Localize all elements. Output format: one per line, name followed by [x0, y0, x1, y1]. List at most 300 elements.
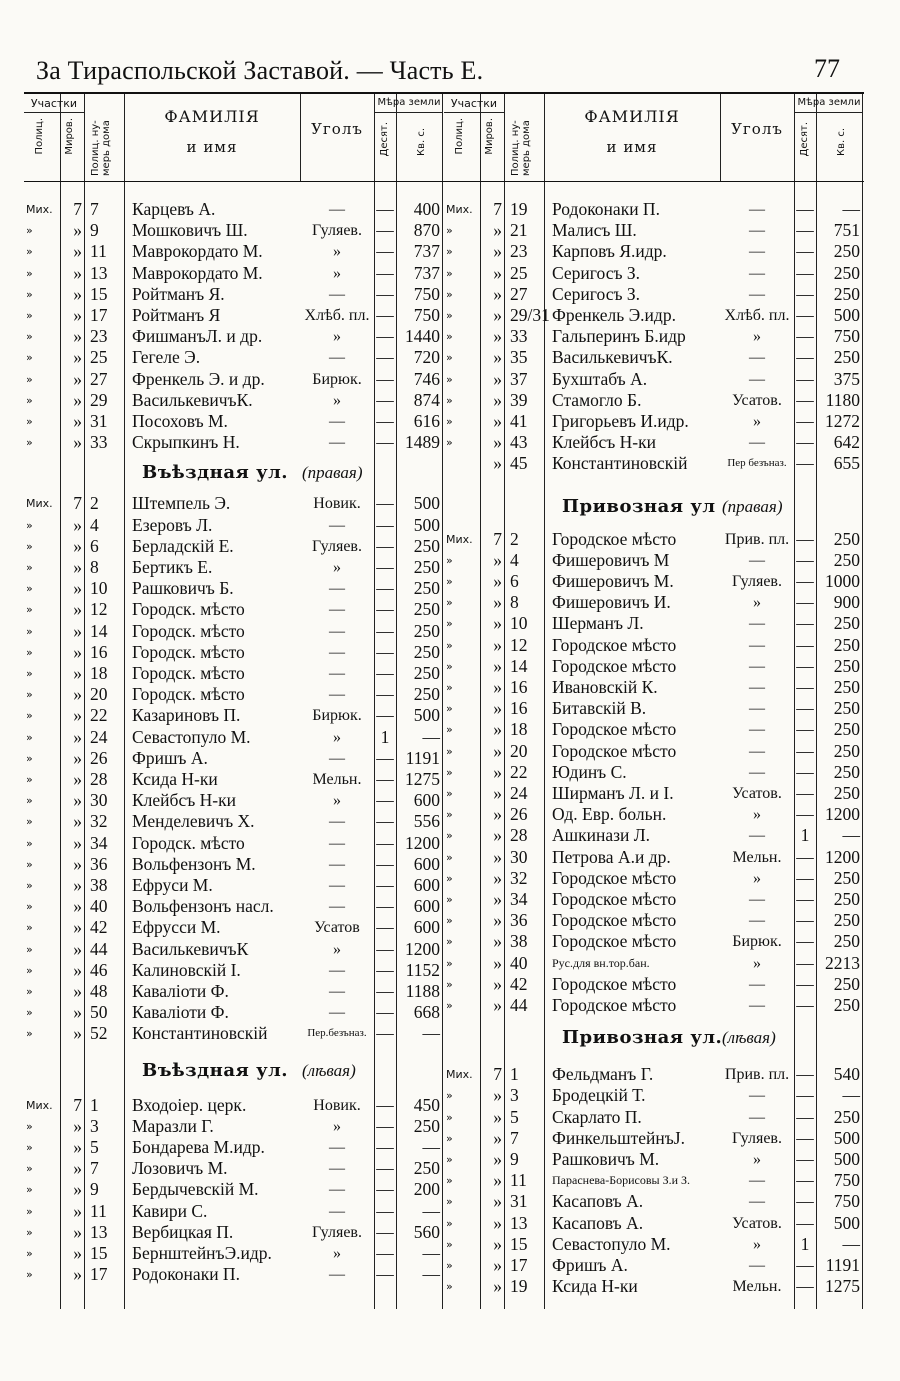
corner-street: —: [749, 1172, 765, 1190]
table-header: [444, 94, 864, 182]
owner-name: Каваліоти Ф.: [132, 1002, 229, 1023]
mirov-uchastok: 7: [493, 199, 502, 219]
desyatiny-value: —: [796, 1212, 814, 1233]
polits-uchastok: »: [26, 393, 33, 407]
polits-uchastok: Мих.: [26, 1098, 53, 1112]
house-number: 35: [510, 347, 528, 368]
owner-name: Ивановскій К.: [552, 677, 658, 697]
house-number: 23: [510, 241, 528, 262]
table-row: [24, 326, 444, 347]
mirov-uchastok: »: [73, 747, 82, 768]
corner-street: »: [753, 869, 761, 887]
house-number: 1: [510, 1064, 519, 1085]
mirov-uchastok: »: [73, 389, 82, 410]
corner-street: Усатов.: [732, 391, 782, 409]
owner-name: Городск. мѣсто: [132, 684, 245, 705]
house-number: 11: [90, 241, 107, 262]
house-number: 42: [90, 917, 108, 938]
house-number: 17: [90, 305, 108, 325]
polits-uchastok: »: [446, 617, 453, 631]
desyatiny-value: —: [796, 389, 814, 410]
table-row: [444, 1170, 864, 1191]
owner-name: Фришъ А.: [132, 747, 208, 768]
polits-uchastok: »: [446, 1131, 453, 1145]
table-row: [444, 305, 864, 326]
table-row: [444, 1276, 864, 1297]
house-number: 30: [90, 790, 108, 811]
desyatiny-value: —: [376, 705, 394, 726]
corner-street: Хлѣб. пл.: [724, 307, 790, 324]
house-number: 22: [510, 761, 528, 782]
sq-sazhen-value: 250: [413, 663, 440, 683]
table-row: [444, 592, 864, 613]
table-row: [444, 783, 864, 804]
table-row: [24, 1201, 444, 1222]
house-number: 12: [510, 634, 528, 655]
corner-street: —: [749, 975, 765, 993]
polits-uchastok: »: [446, 914, 453, 928]
mirov-uchastok: »: [73, 535, 82, 556]
house-number: 36: [90, 853, 108, 874]
desyatiny-value: —: [796, 1085, 814, 1106]
mirov-uchastok: »: [73, 959, 82, 980]
desyatiny-value: —: [376, 389, 394, 410]
page-number: 77: [814, 54, 840, 83]
house-number: 23: [90, 326, 108, 347]
left-column: [24, 94, 444, 1309]
corner-street: —: [749, 434, 765, 452]
corner-street: —: [749, 891, 765, 908]
mirov-uchastok: »: [73, 578, 82, 599]
desyatiny-value: —: [376, 1115, 394, 1136]
desyatiny-value: —: [376, 811, 394, 832]
polits-uchastok: »: [446, 1174, 453, 1188]
owner-name: Городское мѣсто: [552, 889, 677, 909]
polits-uchastok: »: [446, 681, 453, 694]
table-row: [24, 960, 444, 981]
desyatiny-value: —: [376, 896, 394, 917]
sq-sazhen-value: 250: [833, 613, 860, 634]
house-number: 13: [510, 1212, 528, 1233]
owner-name: Вольфензонъ насл.: [132, 896, 274, 917]
owner-name: Рашковичъ Б.: [132, 578, 234, 599]
sq-sazhen-value: 1200: [405, 938, 440, 959]
mirov-uchastok: »: [493, 889, 502, 909]
mirov-uchastok: »: [73, 726, 82, 747]
mirov-uchastok: »: [493, 326, 502, 347]
table-row: [24, 939, 444, 960]
corner-street: »: [333, 391, 341, 409]
sq-sazhen-value: —: [842, 199, 860, 219]
house-number: 29: [90, 389, 108, 410]
desyatiny-value: —: [796, 1276, 814, 1297]
house-number: 22: [90, 705, 108, 726]
house-number: 3: [510, 1085, 519, 1106]
polits-uchastok: »: [26, 921, 33, 935]
owner-name: Параснева-Борисовы З.и З.: [552, 1173, 691, 1188]
desyatiny-value: —: [376, 326, 394, 347]
desyatiny-value: —: [796, 411, 814, 431]
sq-sazhen-value: 750: [413, 283, 440, 304]
desyatiny-value: 1: [800, 825, 810, 846]
owner-name: Езеровъ Л.: [132, 514, 213, 535]
table-row: [444, 847, 864, 868]
polits-uchastok: »: [446, 744, 453, 758]
desyatiny-value: —: [796, 761, 814, 782]
mirov-uchastok: »: [493, 952, 502, 973]
mirov-uchastok: »: [73, 1221, 82, 1242]
polits-uchastok: Мих.: [446, 1068, 473, 1082]
sq-sazhen-value: 1275: [405, 769, 440, 789]
table-row: [24, 1095, 444, 1116]
house-number: 33: [510, 326, 528, 347]
house-number: 29/31: [510, 305, 550, 325]
polits-uchastok: »: [26, 539, 33, 553]
desyatiny-value: —: [796, 719, 814, 740]
house-number: 7: [90, 199, 99, 219]
owner-name: Ефруси М.: [132, 875, 213, 895]
mirov-uchastok: »: [493, 347, 502, 368]
street-side: (лѣвая): [302, 1060, 356, 1080]
polits-uchastok: »: [26, 1006, 33, 1020]
header-sq-sazhen: Кв. с.: [836, 128, 847, 157]
sq-sazhen-value: —: [422, 1200, 440, 1221]
header-name: и имя: [186, 138, 238, 156]
sq-sazhen-value: 250: [833, 867, 860, 888]
house-number: 32: [510, 867, 528, 888]
desyatiny-value: —: [796, 655, 814, 676]
house-number: 7: [90, 1158, 99, 1179]
corner-street: —: [329, 898, 345, 916]
header-mirov: Миров.: [484, 118, 495, 155]
corner-street: —: [749, 636, 765, 654]
sq-sazhen-value: 600: [413, 896, 440, 917]
polits-uchastok: »: [446, 850, 453, 864]
desyatiny-value: —: [796, 677, 814, 697]
polits-uchastok: »: [26, 372, 33, 386]
mirov-uchastok: »: [73, 769, 82, 789]
mirov-uchastok: »: [493, 1255, 502, 1275]
polits-uchastok: »: [26, 688, 33, 702]
sq-sazhen-value: —: [422, 726, 440, 747]
polits-uchastok: »: [26, 330, 33, 344]
house-number: 15: [90, 1243, 108, 1263]
owner-name: Маврокордато М.: [132, 262, 263, 283]
mirov-uchastok: »: [493, 1233, 502, 1254]
table-row: [444, 889, 864, 910]
owner-name: Рашковичъ М.: [552, 1149, 660, 1169]
desyatiny-value: —: [796, 592, 814, 613]
polits-uchastok: »: [446, 1280, 453, 1294]
sq-sazhen-value: 250: [413, 557, 440, 577]
sq-sazhen-value: 668: [413, 1002, 440, 1023]
mirov-uchastok: 7: [493, 1064, 502, 1085]
mirov-uchastok: »: [73, 790, 82, 811]
desyatiny-value: —: [796, 1170, 814, 1191]
table-row: [24, 981, 444, 1002]
owner-name: Петрова А.и др.: [552, 846, 671, 867]
polits-uchastok: »: [26, 645, 33, 659]
polits-uchastok: »: [26, 815, 33, 829]
owner-name: Городское мѣсто: [552, 995, 677, 1015]
polits-uchastok: »: [26, 266, 33, 280]
corner-street: —: [329, 413, 345, 430]
desyatiny-value: —: [376, 578, 394, 599]
owner-name: Посоховъ М.: [132, 411, 228, 431]
owner-name: Бердычевскій М.: [132, 1179, 259, 1200]
corner-street: —: [749, 615, 765, 633]
desyatiny-value: —: [796, 241, 814, 262]
sq-sazhen-value: 655: [833, 453, 860, 474]
table-row: [444, 326, 864, 347]
sq-sazhen-value: 1489: [405, 432, 440, 453]
sq-sazhen-value: 250: [413, 535, 440, 556]
corner-street: —: [749, 763, 765, 781]
mirov-uchastok: »: [73, 514, 82, 535]
mirov-uchastok: »: [493, 995, 502, 1015]
polits-uchastok: »: [446, 659, 453, 673]
house-number: 38: [510, 931, 528, 952]
desyatiny-value: —: [376, 1094, 394, 1115]
owner-name: Берладскій Е.: [132, 535, 234, 556]
sq-sazhen-value: 540: [833, 1064, 860, 1085]
corner-street: —: [749, 827, 765, 845]
corner-street: —: [749, 1108, 765, 1126]
house-number: 45: [510, 453, 528, 474]
house-number: 16: [510, 698, 528, 719]
corner-street: —: [749, 912, 765, 930]
table-row: [444, 1149, 864, 1170]
table-row: [444, 390, 864, 411]
desyatiny-value: —: [796, 804, 814, 825]
owner-name: Серигосъ З.: [552, 283, 641, 304]
owner-name: Френкель Э. и др.: [132, 368, 265, 389]
owner-name: Городское мѣсто: [552, 719, 677, 740]
table-row: [24, 854, 444, 875]
polits-uchastok: »: [446, 330, 453, 344]
desyatiny-value: —: [376, 875, 394, 895]
owner-name: Бухштабъ А.: [552, 368, 648, 389]
owner-name: Родоконаки П.: [552, 199, 660, 219]
polits-uchastok: »: [26, 1027, 33, 1041]
polits-uchastok: »: [446, 723, 453, 737]
desyatiny-value: —: [376, 917, 394, 938]
table-row: [24, 1002, 444, 1023]
table-row: [24, 390, 444, 411]
table-row: [444, 1128, 864, 1149]
desyatiny-value: —: [796, 528, 814, 549]
corner-street: —: [329, 983, 345, 1000]
street-name: Привозная ул: [562, 495, 716, 517]
table-row: [24, 1158, 444, 1179]
sq-sazhen-value: 500: [833, 1127, 860, 1148]
owner-name: Малисъ Ш.: [552, 220, 637, 241]
house-number: 50: [90, 1002, 108, 1023]
desyatiny-value: —: [376, 283, 394, 304]
desyatiny-value: —: [796, 740, 814, 761]
mirov-uchastok: »: [73, 557, 82, 577]
mirov-uchastok: »: [493, 761, 502, 782]
table-row: [444, 1191, 864, 1212]
owner-name: Ксида Н-ки: [132, 769, 218, 789]
desyatiny-value: —: [376, 347, 394, 368]
sq-sazhen-value: —: [422, 1137, 440, 1157]
desyatiny-value: —: [376, 599, 394, 620]
desyatiny-value: —: [376, 1221, 394, 1242]
sq-sazhen-value: 1180: [825, 389, 860, 410]
house-number: 9: [90, 220, 99, 241]
polits-uchastok: »: [26, 751, 33, 765]
house-number: 2: [90, 493, 99, 514]
corner-street: Усатов.: [732, 785, 782, 802]
mirov-uchastok: »: [73, 432, 82, 453]
corner-street: —: [749, 201, 765, 218]
house-number: 44: [90, 938, 108, 959]
sq-sazhen-value: 250: [413, 641, 440, 662]
owner-name: Казариновъ П.: [132, 705, 241, 726]
house-number: 13: [90, 1221, 108, 1242]
header-rule: [794, 112, 862, 113]
page-header: [30, 54, 840, 88]
sq-sazhen-value: 250: [833, 698, 860, 719]
sq-sazhen-value: 250: [413, 578, 440, 599]
house-number: 4: [510, 549, 519, 570]
table-row: [444, 910, 864, 931]
house-number: 14: [90, 620, 108, 641]
table-row: [444, 1213, 864, 1234]
sq-sazhen-value: 250: [833, 740, 860, 761]
owner-name: Фельдманъ Г.: [552, 1064, 654, 1085]
owner-name: Городск. мѣсто: [132, 620, 245, 641]
mirov-uchastok: »: [73, 1200, 82, 1221]
mirov-uchastok: »: [493, 453, 502, 474]
table-row: [24, 917, 444, 938]
mirov-uchastok: »: [493, 634, 502, 655]
desyatiny-value: —: [796, 995, 814, 1015]
table-row: [444, 741, 864, 762]
polits-uchastok: »: [446, 871, 453, 885]
desyatiny-value: —: [796, 783, 814, 803]
corner-street: »: [753, 1151, 761, 1168]
polits-uchastok: »: [26, 582, 33, 596]
table-row: [444, 263, 864, 284]
corner-street: —: [329, 1004, 345, 1022]
sq-sazhen-value: 1191: [405, 747, 440, 768]
corner-street: —: [329, 601, 345, 619]
corner-street: —: [749, 370, 765, 388]
owner-name: Ширманъ Л. и І.: [552, 783, 674, 803]
sq-sazhen-value: 750: [413, 305, 440, 325]
owner-name: Карповъ Я.идр.: [552, 241, 667, 262]
sq-sazhen-value: 500: [833, 1212, 860, 1233]
header-desyatiny: Десят.: [799, 122, 810, 157]
table-row: [24, 705, 444, 726]
house-number: 8: [90, 557, 99, 577]
street-section-title: [24, 1059, 444, 1083]
polits-uchastok: »: [26, 309, 33, 322]
table-row: [24, 769, 444, 790]
sq-sazhen-value: 600: [413, 790, 440, 811]
street-name: Въѣздная ул.: [142, 462, 289, 484]
desyatiny-value: —: [376, 938, 394, 959]
sq-sazhen-value: 642: [833, 432, 860, 453]
house-number: 33: [90, 432, 108, 453]
sq-sazhen-value: —: [842, 1233, 860, 1254]
sq-sazhen-value: 250: [833, 262, 860, 283]
polits-uchastok: »: [26, 561, 33, 574]
corner-street: Гуляев.: [732, 1129, 782, 1147]
corner-street: —: [329, 855, 345, 873]
sq-sazhen-value: 874: [413, 389, 440, 410]
polits-uchastok: Мих.: [26, 497, 53, 511]
table-row: [24, 220, 444, 241]
table-row: [444, 284, 864, 305]
corner-street: Бирюк.: [732, 933, 782, 951]
desyatiny-value: —: [796, 698, 814, 719]
mirov-uchastok: »: [73, 283, 82, 304]
corner-street: —: [329, 643, 345, 661]
polits-uchastok: »: [446, 372, 453, 386]
sq-sazhen-value: —: [422, 1264, 440, 1285]
owner-name: Ройтманъ Я.: [132, 283, 225, 304]
mirov-uchastok: »: [493, 677, 502, 697]
sq-sazhen-value: 250: [833, 634, 860, 655]
house-number: 9: [90, 1179, 99, 1200]
owner-name: Городское мѣсто: [552, 740, 677, 761]
house-number: 18: [510, 719, 528, 740]
sq-sazhen-value: 720: [413, 347, 440, 368]
corner-street: —: [749, 551, 765, 569]
street-section-title: [444, 495, 864, 519]
polits-uchastok: »: [26, 730, 33, 744]
sq-sazhen-value: 500: [833, 305, 860, 325]
table-row: [444, 953, 864, 974]
sq-sazhen-value: 250: [833, 549, 860, 570]
table-row: [444, 931, 864, 952]
desyatiny-value: —: [796, 220, 814, 241]
sq-sazhen-value: 500: [413, 493, 440, 514]
polits-uchastok: »: [446, 1089, 453, 1103]
polits-uchastok: »: [26, 287, 33, 301]
corner-street: »: [333, 243, 341, 261]
street-side: (правая): [302, 463, 363, 483]
desyatiny-value: —: [796, 1149, 814, 1169]
desyatiny-value: —: [796, 613, 814, 634]
house-number: 36: [510, 910, 528, 931]
table-row: [24, 1243, 444, 1264]
house-number: 42: [510, 973, 528, 994]
desyatiny-value: —: [376, 411, 394, 431]
header-name: и имя: [606, 138, 658, 156]
polits-uchastok: »: [26, 224, 33, 238]
house-number: 19: [510, 1276, 528, 1297]
polits-uchastok: »: [26, 985, 33, 998]
table-row: [444, 1255, 864, 1276]
mirov-uchastok: »: [493, 549, 502, 570]
polits-uchastok: »: [26, 518, 33, 532]
desyatiny-value: —: [796, 453, 814, 474]
corner-street: »: [753, 954, 761, 972]
mirov-uchastok: »: [493, 1212, 502, 1233]
desyatiny-value: —: [796, 368, 814, 389]
corner-street: Прив. пл.: [724, 1066, 790, 1084]
polits-uchastok: »: [26, 624, 33, 638]
table-row: [444, 656, 864, 677]
corner-street: »: [333, 559, 341, 576]
desyatiny-value: —: [796, 952, 814, 973]
table-row: [24, 515, 444, 536]
desyatiny-value: —: [376, 641, 394, 662]
